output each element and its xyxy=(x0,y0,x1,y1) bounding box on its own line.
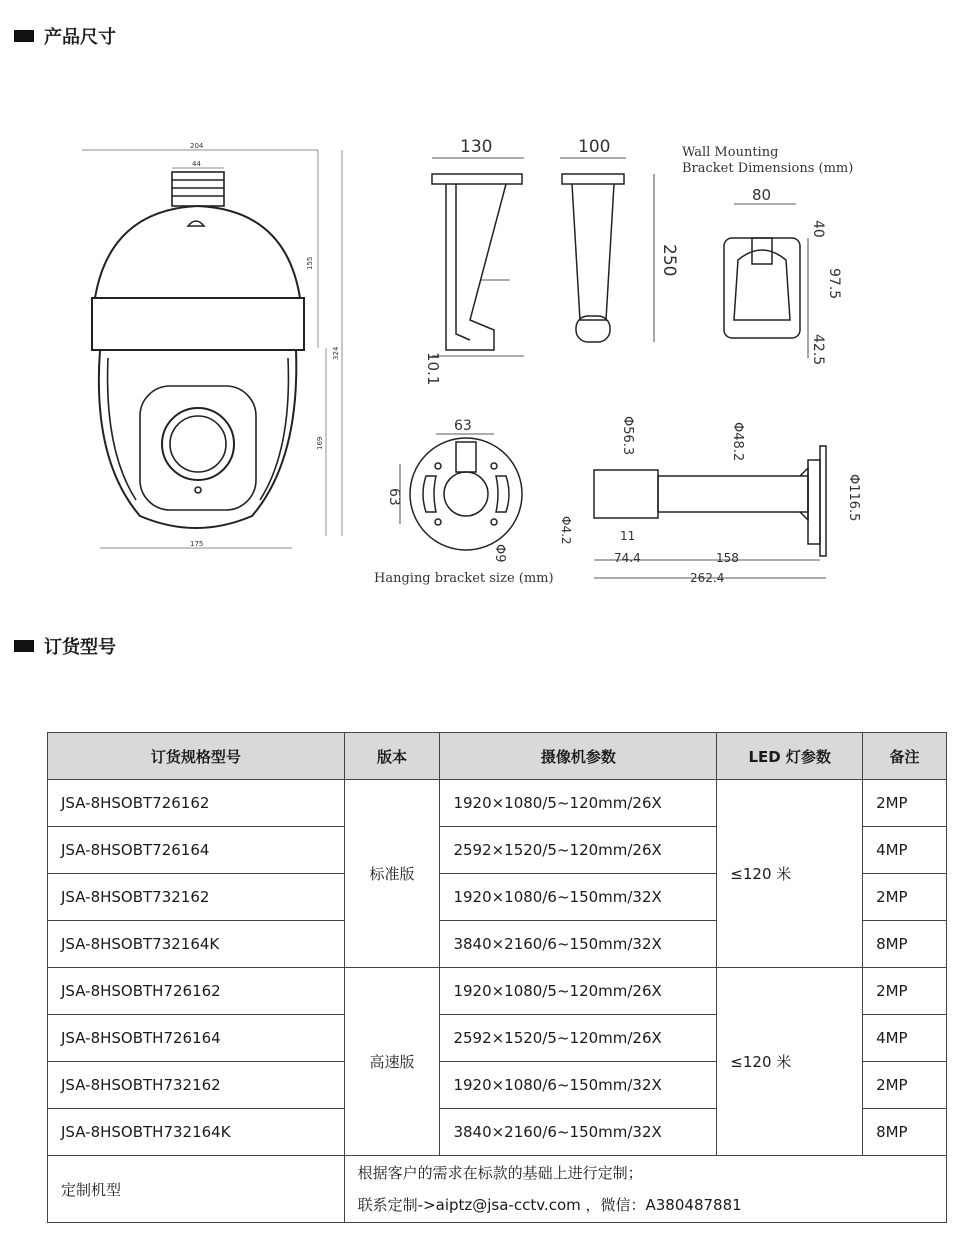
model-cell: JSA-8HSOBT732162 xyxy=(48,874,345,921)
wall-plate xyxy=(724,204,808,358)
header-note: 备注 xyxy=(863,733,947,780)
dim-63-side: 63 xyxy=(386,488,402,506)
custom-line-2: 联系定制->aiptz@jsa-cctv.com ，微信：A380487881 xyxy=(357,1196,742,1214)
model-cell: JSA-8HSOBT732164K xyxy=(48,921,345,968)
dim-phi4: Φ4.2 xyxy=(559,516,573,545)
header-led: LED 灯参数 xyxy=(717,733,863,780)
camera-cell: 2592×1520/5~120mm/26X xyxy=(440,1015,717,1062)
camera-cell: 3840×2160/6~150mm/32X xyxy=(440,921,717,968)
note-cell: 2MP xyxy=(863,780,947,827)
svg-text:44: 44 xyxy=(192,160,201,168)
camera-drawing xyxy=(82,150,342,548)
section-title-text: 产品尺寸 xyxy=(44,27,116,48)
custom-label: 定制机型 xyxy=(48,1156,345,1223)
table-header-row xyxy=(48,733,947,780)
camera-cell: 3840×2160/6~150mm/32X xyxy=(440,1109,717,1156)
hanging-plate xyxy=(400,434,522,550)
wall-bracket-front xyxy=(560,158,654,342)
header-model: 订货规格型号 xyxy=(48,733,345,780)
note-cell: 2MP xyxy=(863,1062,947,1109)
dim-97-5: 97.5 xyxy=(826,268,842,300)
led-cell: ≤120 米 xyxy=(717,968,863,1156)
dim-phi116: Φ116.5 xyxy=(846,474,861,522)
section-title-order xyxy=(14,634,116,658)
dim-158: 158 xyxy=(716,551,739,565)
dim-11: 11 xyxy=(620,529,636,543)
dim-262: 262.4 xyxy=(690,571,725,585)
model-cell: JSA-8HSOBTH726162 xyxy=(48,968,345,1015)
dim-100: 100 xyxy=(578,137,611,157)
svg-text:204: 204 xyxy=(190,142,204,150)
camera-cell: 1920×1080/6~150mm/32X xyxy=(440,1062,717,1109)
wall-caption-2: Bracket Dimensions (mm) xyxy=(682,161,854,176)
table-row xyxy=(48,780,947,827)
dim-250: 250 xyxy=(659,244,679,277)
svg-text:175: 175 xyxy=(190,540,204,548)
square-bullet-icon xyxy=(14,30,34,42)
wall-caption-1: Wall Mounting xyxy=(682,145,779,160)
note-cell: 8MP xyxy=(863,1109,947,1156)
note-cell: 2MP xyxy=(863,968,947,1015)
custom-row xyxy=(48,1156,947,1223)
section-title-text: 订货型号 xyxy=(44,637,116,658)
dim-phi48: Φ48.2 xyxy=(730,422,745,462)
note-cell: 8MP xyxy=(863,921,947,968)
model-cell: JSA-8HSOBT726164 xyxy=(48,827,345,874)
svg-text:169: 169 xyxy=(316,436,324,450)
table-row xyxy=(48,968,947,1015)
dim-40: 40 xyxy=(810,220,826,238)
led-cell: ≤120 米 xyxy=(717,780,863,968)
camera-cell: 1920×1080/6~150mm/32X xyxy=(440,874,717,921)
dim-130: 130 xyxy=(460,137,493,157)
dimension-drawing xyxy=(0,120,960,600)
note-cell: 4MP xyxy=(863,1015,947,1062)
note-cell: 2MP xyxy=(863,874,947,921)
svg-text:155: 155 xyxy=(306,256,314,270)
dim-phi56: Φ56.3 xyxy=(620,416,635,456)
order-table xyxy=(47,732,947,1223)
model-cell: JSA-8HSOBTH732162 xyxy=(48,1062,345,1109)
dim-74: 74.4 xyxy=(614,551,641,565)
dim-80: 80 xyxy=(752,186,772,204)
hanging-caption: Hanging bracket size (mm) xyxy=(374,571,554,586)
model-cell: JSA-8HSOBT726162 xyxy=(48,780,345,827)
dim-42-5: 42.5 xyxy=(810,334,826,366)
section-title-dimensions xyxy=(14,24,116,48)
dim-63-top: 63 xyxy=(454,418,472,434)
custom-info xyxy=(344,1156,946,1223)
wall-bracket-side xyxy=(432,158,524,356)
dim-phi9: Φ9 xyxy=(492,544,507,563)
dim-10-1: 10.1 xyxy=(424,352,442,386)
note-cell: 4MP xyxy=(863,827,947,874)
header-camera: 摄像机参数 xyxy=(440,733,717,780)
square-bullet-icon xyxy=(14,640,34,652)
camera-cell: 1920×1080/5~120mm/26X xyxy=(440,780,717,827)
camera-cell: 1920×1080/5~120mm/26X xyxy=(440,968,717,1015)
header-version: 版本 xyxy=(344,733,440,780)
svg-text:324: 324 xyxy=(332,346,340,360)
camera-cell: 2592×1520/5~120mm/26X xyxy=(440,827,717,874)
version-cell: 高速版 xyxy=(344,968,440,1156)
custom-line-1: 根据客户的需求在标款的基础上进行定制； xyxy=(357,1164,643,1182)
model-cell: JSA-8HSOBTH732164K xyxy=(48,1109,345,1156)
version-cell: 标准版 xyxy=(344,780,440,968)
model-cell: JSA-8HSOBTH726164 xyxy=(48,1015,345,1062)
